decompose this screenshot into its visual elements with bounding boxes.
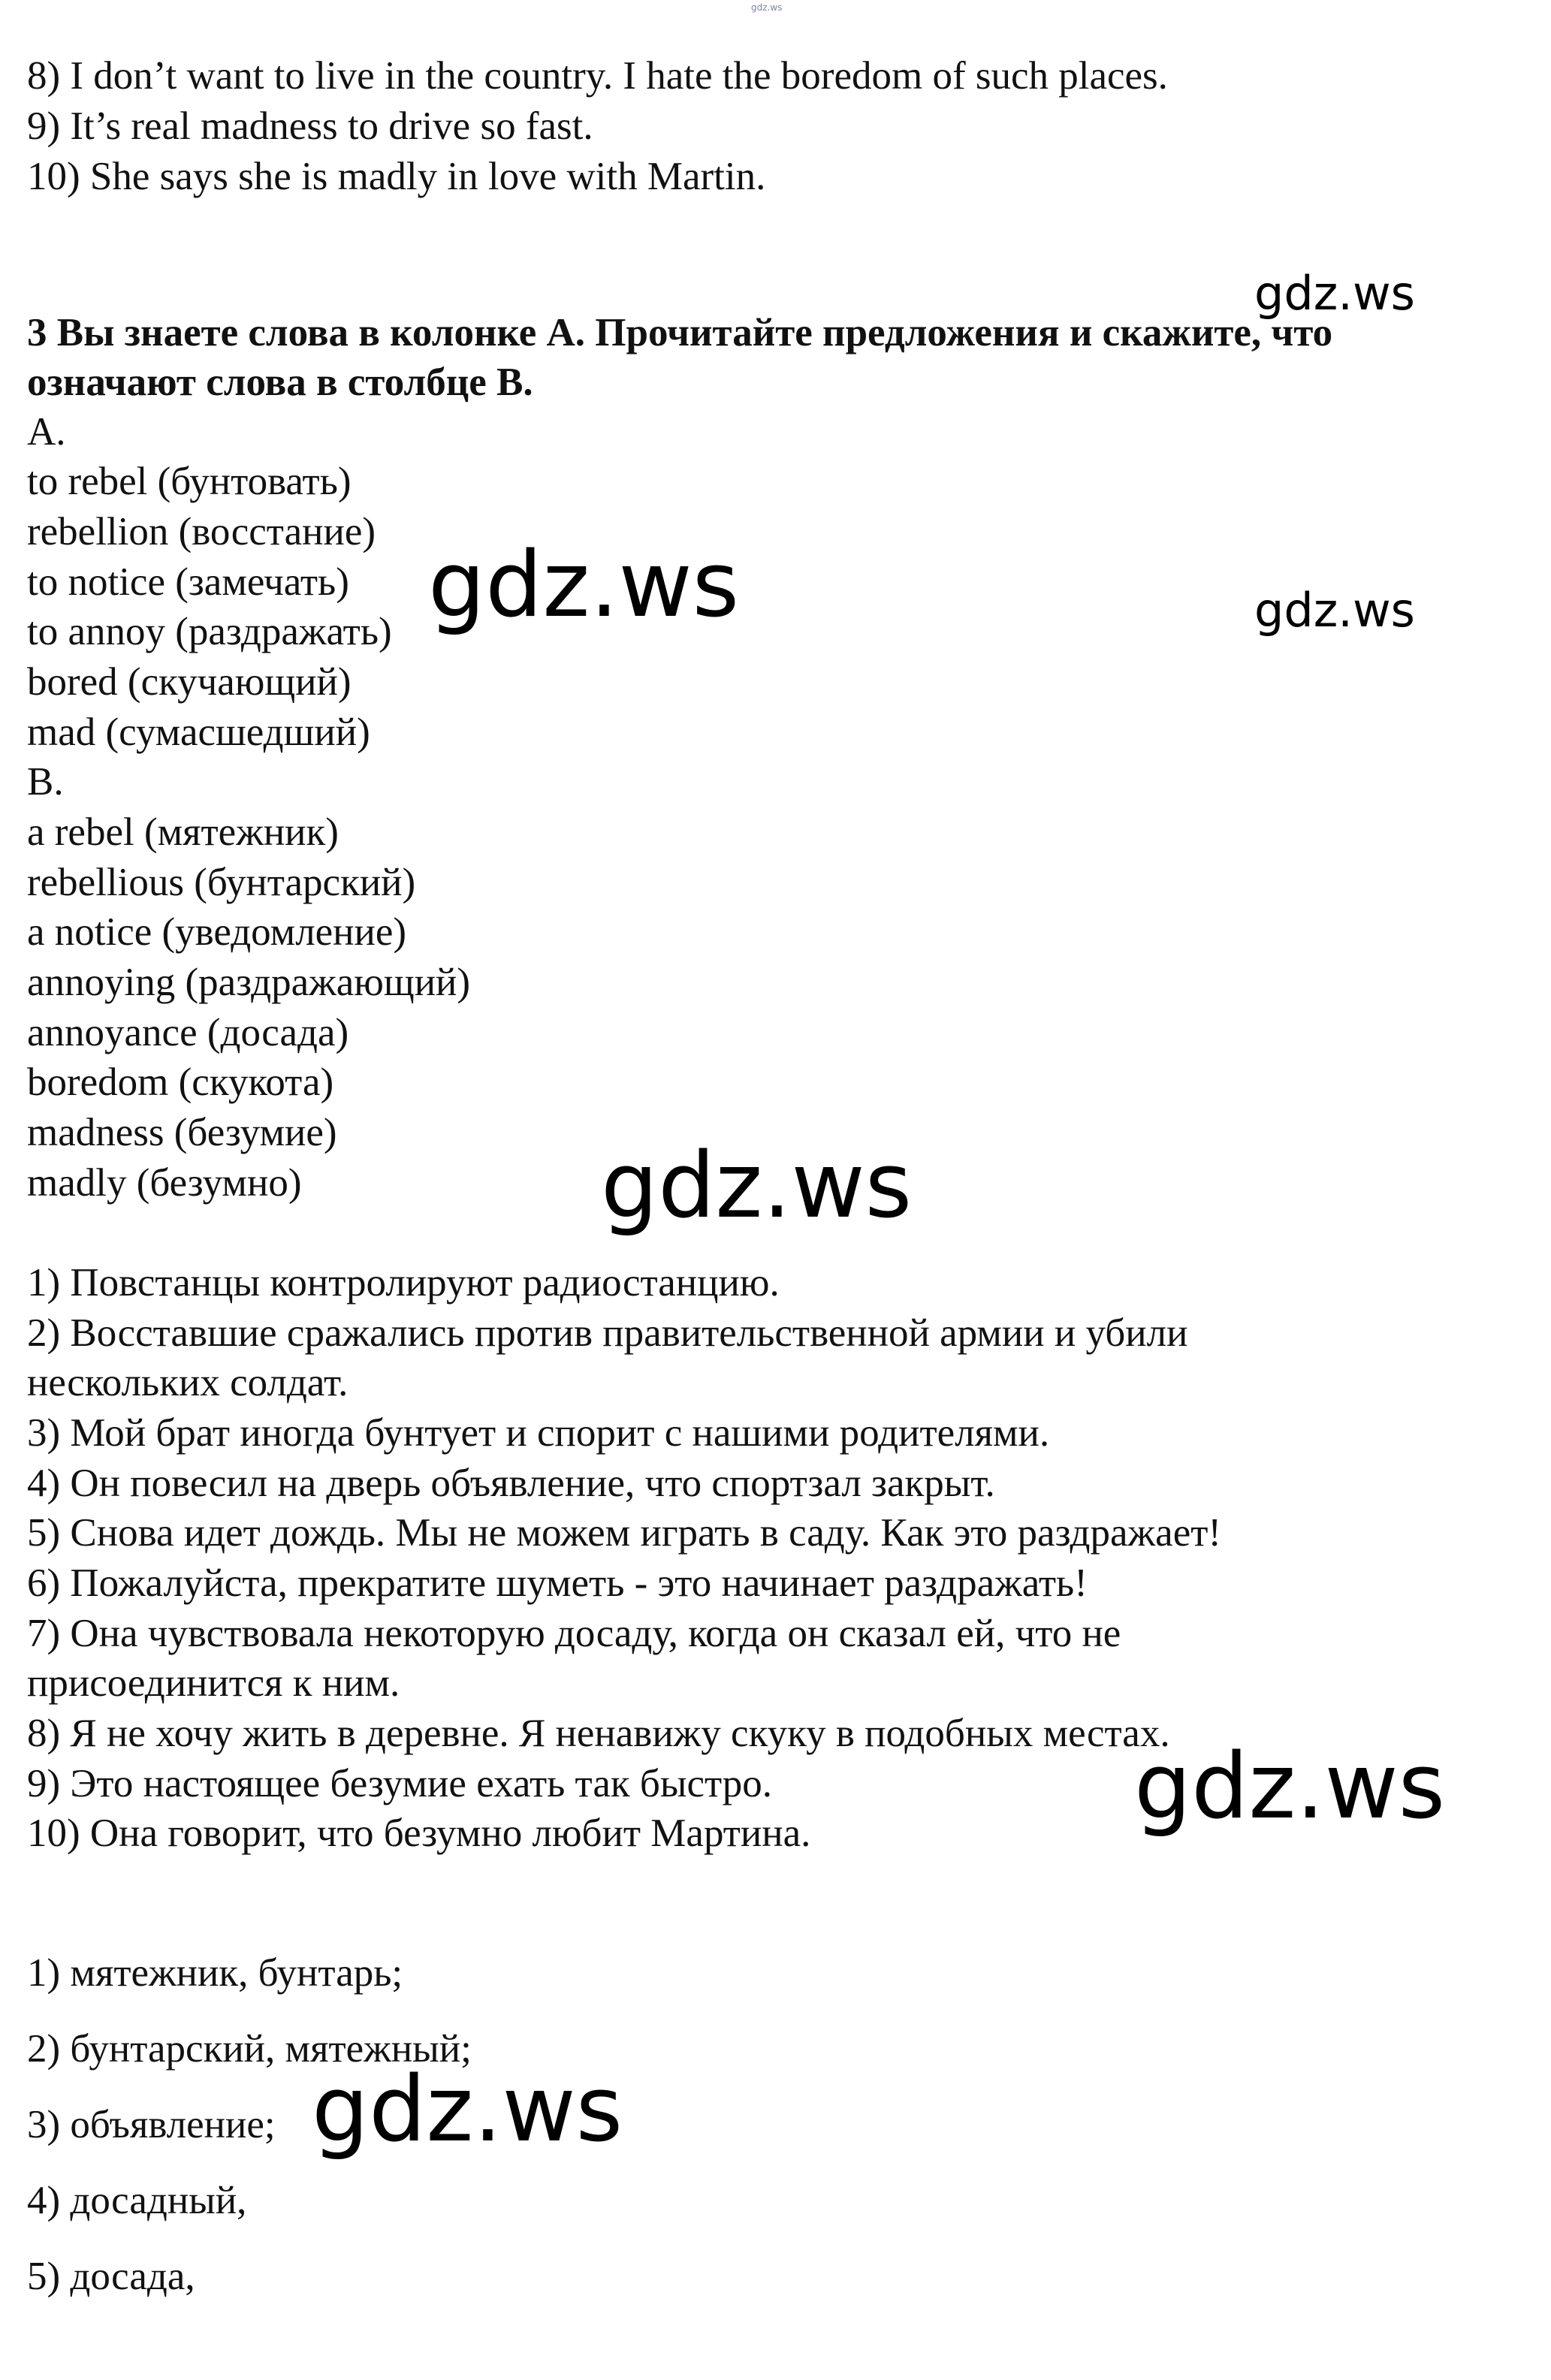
meaning-line: 4) досадный,: [27, 2179, 247, 2222]
translation-line: 4) Он повесил на дверь объявление, что спортзал закрыт.: [27, 1461, 995, 1505]
watermark: gdz.ws: [1254, 583, 1415, 638]
translation-line: присоединится к ним.: [27, 1661, 400, 1705]
translation-line: 6) Пожалуйста, прекратите шуметь - это начинает раздражать!: [27, 1561, 1088, 1605]
translation-line: 9) Это настоящее безумие ехать так быстро.: [27, 1762, 773, 1805]
previous-answer-line: 8) I don’t want to live in the country. I hate the boredom of such places.: [27, 54, 1168, 98]
column-a-item: to rebel (бунтовать): [27, 460, 352, 503]
translation-line: 10) Она говорит, что безумно любит Мартина.: [27, 1811, 811, 1855]
meaning-line: 1) мятежник, бунтарь;: [27, 1951, 403, 1995]
column-b-item: rebellious (бунтарский): [27, 861, 416, 904]
column-b-item: a notice (уведомление): [27, 910, 407, 954]
translation-line: 2) Восставшие сражались против правительственной армии и убили: [27, 1311, 1188, 1355]
header-watermark: gdz.ws: [751, 2, 783, 13]
meaning-line: 5) досада,: [27, 2255, 195, 2298]
watermark: gdz.ws: [1254, 266, 1415, 321]
watermark: gdz.ws: [312, 2058, 623, 2162]
column-a-item: rebellion (восстание): [27, 510, 376, 554]
column-a-item: to annoy (раздражать): [27, 610, 392, 653]
translation-line: 1) Повстанцы контролируют радиостанцию.: [27, 1261, 780, 1305]
column-b-item: madly (безумно): [27, 1161, 302, 1205]
translation-line: 7) Она чувствовала некоторую досаду, когда он сказал ей, что не: [27, 1612, 1121, 1655]
translation-line: нескольких солдат.: [27, 1361, 349, 1404]
column-b-item: a rebel (мятежник): [27, 810, 339, 854]
column-a-item: bored (скучающий): [27, 660, 352, 704]
column-a-label: А.: [27, 410, 66, 454]
previous-answer-line: 10) She says she is madly in love with Martin.: [27, 155, 766, 198]
watermark: gdz.ws: [1134, 1735, 1446, 1839]
meaning-line: 2) бунтарский, мятежный;: [27, 2027, 472, 2071]
column-b-item: annoying (раздражающий): [27, 961, 471, 1004]
watermark: gdz.ws: [428, 533, 740, 638]
column-a-item: mad (сумасшедший): [27, 710, 370, 754]
previous-answer-line: 9) It’s real madness to drive so fast.: [27, 104, 593, 148]
translation-line: 3) Мой брат иногда бунтует и спорит с нашими родителями.: [27, 1411, 1050, 1455]
column-b-item: madness (безумие): [27, 1111, 337, 1154]
watermark: gdz.ws: [601, 1134, 913, 1238]
column-a-item: to notice (замечать): [27, 560, 349, 604]
column-b-item: boredom (скукота): [27, 1060, 334, 1104]
exercise-heading: 3 Вы знаете слова в колонке А. Прочитайте предложения и скажите, что: [27, 311, 1333, 354]
column-b-item: annoyance (досада): [27, 1011, 349, 1054]
translation-line: 8) Я не хочу жить в деревне. Я ненавижу скуку в подобных местах.: [27, 1712, 1170, 1755]
exercise-heading: означают слова в столбце В.: [27, 360, 533, 404]
column-b-label: В.: [27, 760, 64, 804]
meaning-line: 3) объявление;: [27, 2103, 276, 2146]
translation-line: 5) Снова идет дождь. Мы не можем играть в саду. Как это раздражает!: [27, 1511, 1222, 1555]
